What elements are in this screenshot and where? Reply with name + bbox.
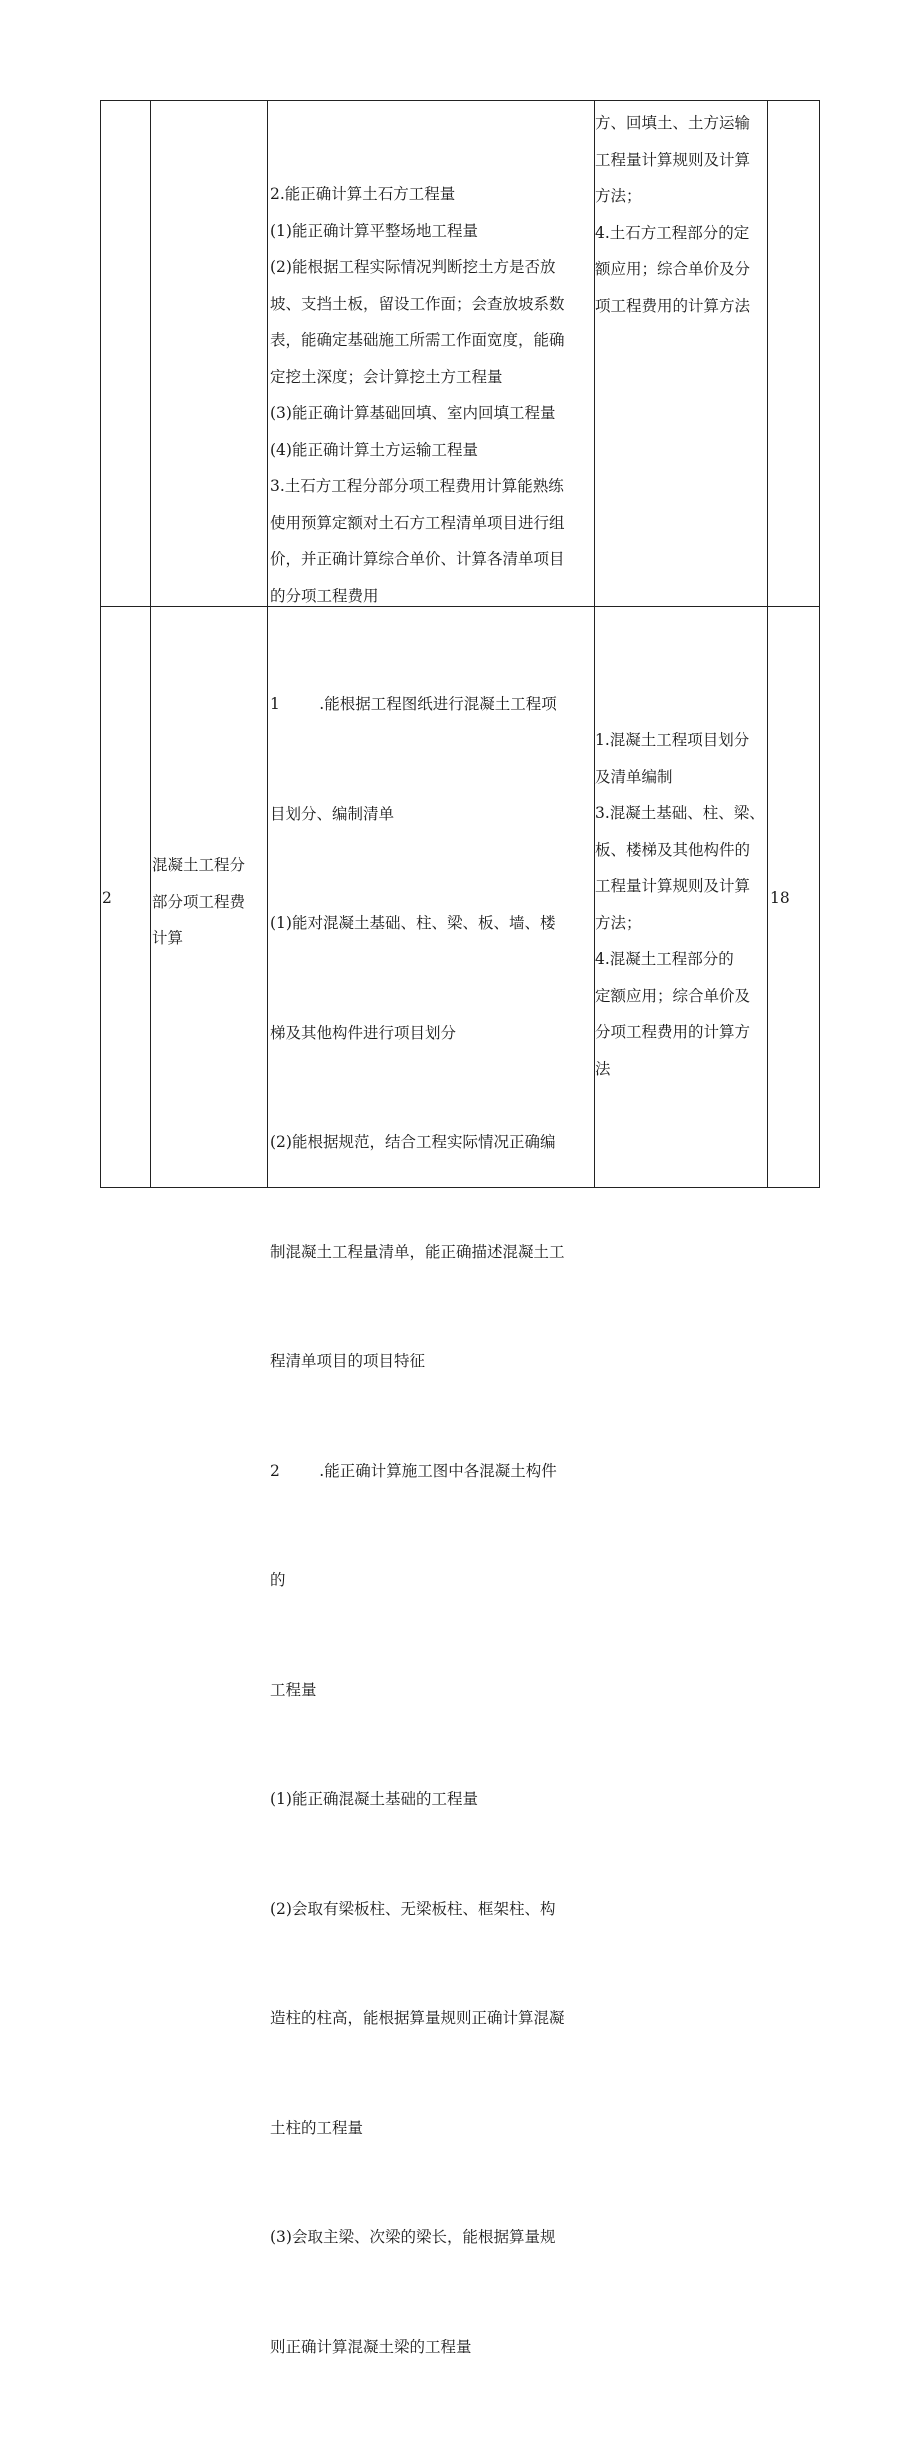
row2-req-line: 土柱的工程量 [270, 2118, 364, 2137]
row2-req-line: 工程量 [270, 1680, 317, 1699]
row1-req-line: 坡、支挡土板，留设工作面；会查放坡系数 [270, 294, 565, 313]
row1-req-line: 2.能正确计算土石方工程量 [270, 185, 456, 203]
row1-req-line: (2)能根据工程实际情况判断挖土方是否放 [270, 258, 556, 276]
row2-module-line: 计算 [152, 929, 184, 947]
row1-req-line: 的分项工程费用 [270, 586, 379, 605]
row1-know-line: 工程量计算规则及计算 [595, 150, 751, 169]
row2-know-line: 工程量计算规则及计算 [595, 877, 751, 895]
row2-know-line: 3.混凝土基础、柱、梁、 [595, 804, 765, 822]
row2-know-line: 板、楼梯及其他构件的 [595, 840, 751, 859]
row1-knowledge-cell [595, 105, 769, 324]
row2-know-line: 及清单编制 [595, 767, 673, 786]
row2-req-line: (3)会取主梁、次梁的梁长，能根据算量规 [270, 2228, 556, 2246]
row1-requirements-cell [270, 176, 595, 614]
row2-know-line: 方法； [595, 913, 642, 932]
row1-know-line: 方、回填土、土方运输 [595, 114, 751, 132]
row1-know-line: 额应用；综合单价及分 [595, 260, 751, 278]
row1-req-line: 定挖土深度；会计算挖土方工程量 [270, 367, 503, 386]
row2-req-line: 目划分、编制清单 [270, 804, 395, 823]
row2-module-line: 部分项工程费 [152, 892, 246, 911]
table-right-border [819, 100, 820, 1188]
row2-req-line: 的 [270, 1571, 286, 1589]
col-divider-2 [267, 100, 268, 1188]
row2-know-line: 法 [595, 1059, 611, 1078]
row2-req-line: (1)能正确混凝土基础的工程量 [270, 1790, 478, 1808]
table-top-border [100, 100, 820, 101]
row1-req-line: (4)能正确计算土方运输工程量 [270, 440, 478, 459]
row1-req-line: 表，能确定基础施工所需工作面宽度，能确 [270, 331, 565, 349]
row2-req-line: (2)会取有梁板柱、无梁板柱、框架柱、构 [270, 1899, 556, 1918]
row2-req-line: 造柱的柱高，能根据算量规则正确计算混凝 [270, 2009, 565, 2027]
row2-req-line: (1)能对混凝土基础、柱、梁、板、墙、楼 [270, 914, 556, 932]
col-divider-1 [150, 100, 151, 1188]
row2-know-line: 分项工程费用的计算方 [595, 1023, 751, 1041]
row1-req-line: (3)能正确计算基础回填、室内回填工程量 [270, 404, 556, 422]
row2-req-line: 2 .能正确计算施工图中各混凝土构件 [270, 1461, 557, 1480]
row2-knowledge-cell [595, 722, 769, 1087]
row1-know-line: 4.土石方工程部分的定 [595, 223, 750, 242]
row2-req-line: 1 .能根据工程图纸进行混凝土工程项 [270, 695, 557, 713]
row1-req-line: 使用预算定额对土石方工程清单项目进行组 [270, 513, 565, 532]
row2-know-line: 1.混凝土工程项目划分 [595, 731, 750, 749]
row1-req-line: (1)能正确计算平整场地工程量 [270, 221, 478, 240]
table-left-border [100, 100, 101, 1188]
row2-requirements-cell [270, 613, 595, 2438]
row2-req-line: 制混凝土工程量清单，能正确描述混凝土工 [270, 1242, 565, 1261]
row1-req-line: 3.土石方工程分部分项工程费用计算能熟练 [270, 477, 564, 495]
row2-index: 2 [102, 889, 112, 907]
row2-know-line: 定额应用；综合单价及 [595, 986, 751, 1005]
row2-module-cell [152, 847, 245, 957]
row1-know-line: 方法； [595, 187, 642, 205]
row2-hours: 18 [770, 889, 790, 907]
row2-know-line: 4.混凝土工程部分的 [595, 950, 734, 968]
row2-module-line: 混凝土工程分 [152, 856, 246, 874]
row2-req-line: 则正确计算混凝土梁的工程量 [270, 2337, 472, 2356]
row1-req-line: 价，并正确计算综合单价、计算各清单项目 [270, 550, 565, 568]
row1-know-line: 项工程费用的计算方法 [595, 296, 751, 315]
row2-req-line: 程清单项目的项目特征 [270, 1352, 426, 1370]
row2-req-line: (2)能根据规范，结合工程实际情况正确编 [270, 1133, 556, 1151]
row2-req-line: 梯及其他构件进行项目划分 [270, 1023, 457, 1042]
